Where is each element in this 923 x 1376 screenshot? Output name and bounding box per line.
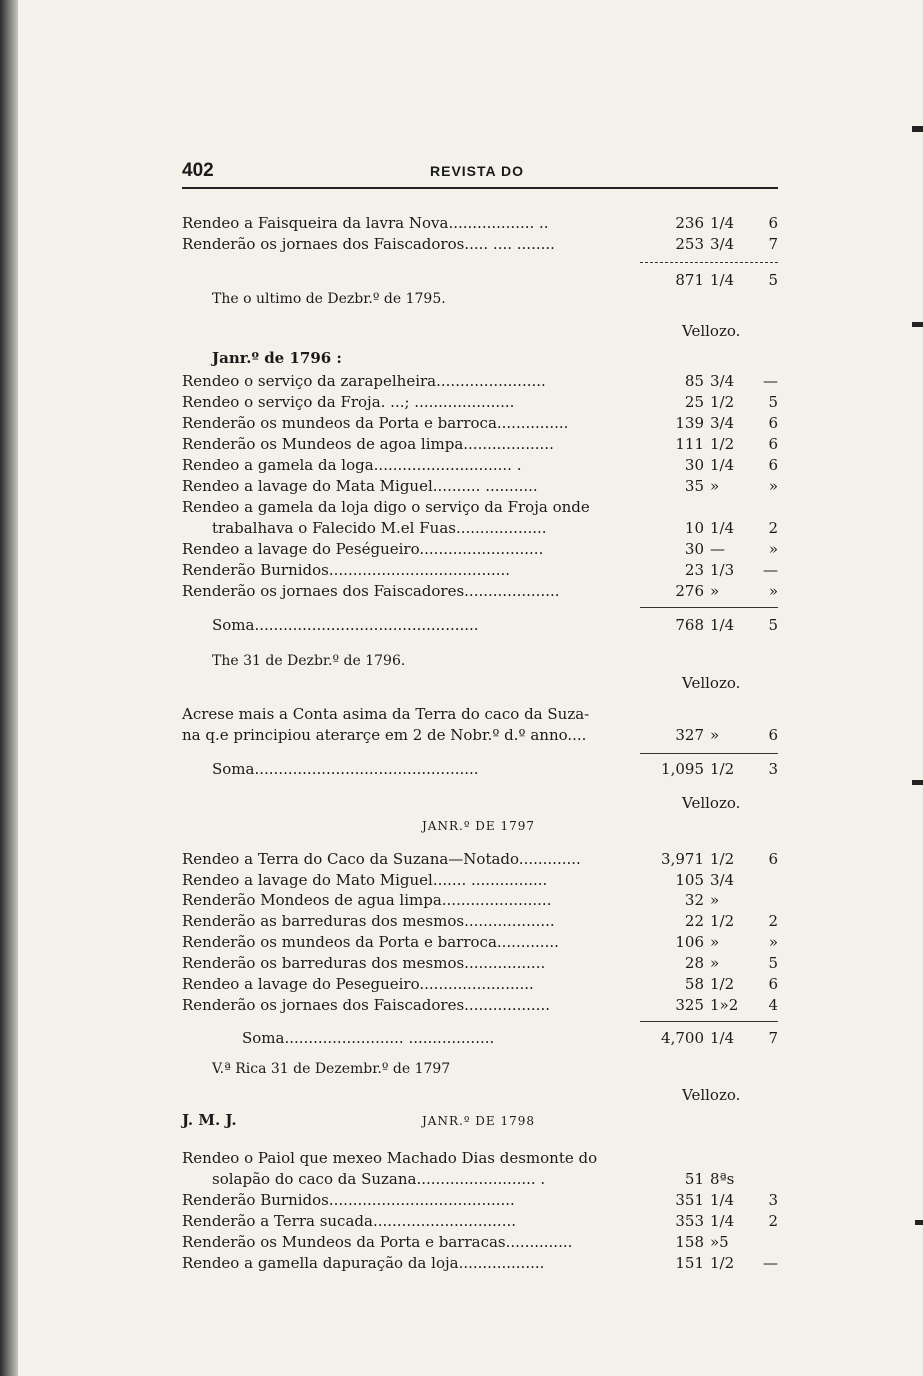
row-value-fraction: 3/4 [710, 871, 735, 889]
table-row [182, 1253, 778, 1274]
row-value-fraction: » [710, 933, 720, 951]
sum-row [182, 1028, 778, 1049]
row-value-minor: 7 [768, 235, 778, 253]
row-value-fraction: — [710, 540, 725, 558]
table-row [182, 974, 778, 995]
row-label: Rendeo a gamela da loja digo o serviço da Froja onde [182, 498, 590, 516]
row-label: Renderão os Mundeos de agoa limpa................... [182, 435, 554, 453]
sum-value-main: 4,700 [661, 1029, 704, 1047]
row-value-fraction: 1»2 [710, 996, 739, 1014]
row-value-fraction: 1/4 [710, 519, 735, 537]
row-value-fraction: 1/2 [710, 1254, 735, 1272]
row-value-minor: 2 [768, 1212, 778, 1230]
row-value-minor: » [768, 540, 778, 558]
table-row [182, 1211, 778, 1232]
row-label: Rendeo a gamela da loga............................. . [182, 456, 522, 474]
row-value-minor: 2 [768, 912, 778, 930]
row-value-fraction: 3/4 [710, 235, 735, 253]
row-label: Renderão os jornaes dos Faiscadores.................. [182, 996, 550, 1014]
row-value-minor: 4 [768, 996, 778, 1014]
row-label: Renderão os barreduras dos mesmos................. [182, 954, 546, 972]
row-value-fraction: » [710, 582, 720, 600]
row-value-fraction: » [710, 954, 720, 972]
row-value-main: 353 [675, 1212, 704, 1230]
row-value-minor: » [768, 477, 778, 495]
row-label: Rendeo a Faisqueira da lavra Nova.................. .. [182, 214, 549, 232]
table-row [182, 849, 778, 870]
total-row [182, 270, 778, 291]
table-row [182, 234, 778, 255]
row-label: Renderão os Mundeos da Porta e barracas.............. [182, 1233, 573, 1251]
row-value-fraction: 1/2 [710, 975, 735, 993]
sum-rule [640, 607, 778, 608]
row-value-main: 105 [675, 871, 704, 889]
row-value-main: 158 [675, 1233, 704, 1251]
page-header [182, 160, 778, 184]
total-value-main: 871 [675, 271, 704, 289]
row-value-main: 327 [675, 726, 704, 744]
sum-value-main: 1,095 [661, 760, 704, 778]
page-number: 402 [182, 160, 214, 181]
header-rule [182, 187, 778, 189]
table-row [182, 911, 778, 932]
row-value-main: 253 [675, 235, 704, 253]
row-label: Renderão os mundeos da Porta e barroca............... [182, 414, 569, 432]
row-value-minor: — [763, 372, 778, 390]
scan-mark [912, 780, 923, 785]
signature: Vellozo. [682, 1086, 741, 1104]
row-value-minor: 5 [768, 954, 778, 972]
section-heading: JANR.º DE 1797 [422, 819, 536, 833]
signature: Vellozo. [682, 794, 741, 812]
table-row [182, 455, 778, 476]
row-value-main: 58 [684, 975, 704, 993]
row-label: Rendeo a lavage do Mata Miguel.......... ........... [182, 477, 538, 495]
row-value-minor: 5 [768, 393, 778, 411]
sum-value-fraction: 1/2 [710, 760, 735, 778]
row-value-fraction: 1/4 [710, 456, 735, 474]
row-value-main: 22 [684, 912, 704, 930]
row-value-fraction: 1/2 [710, 850, 735, 868]
row-value-minor: 6 [768, 414, 778, 432]
row-value-main: 28 [684, 954, 704, 972]
row-value-minor: — [763, 1254, 778, 1272]
table-row [182, 539, 778, 560]
row-value-fraction: 3/4 [710, 372, 735, 390]
row-value-main: 30 [684, 456, 704, 474]
row-value-fraction: 1/3 [710, 561, 735, 579]
row-value-minor: 6 [768, 726, 778, 744]
sum-rule [640, 1021, 778, 1022]
row-value-fraction: 1/2 [710, 435, 735, 453]
row-value-main: 35 [684, 477, 704, 495]
scan-mark [915, 1220, 923, 1225]
row-value-minor: 2 [768, 519, 778, 537]
row-value-minor: 6 [768, 456, 778, 474]
row-label: Rendeo a gamella dapuração da loja.................. [182, 1254, 545, 1272]
row-label: Rendeo o serviço da Froja. ...; ..................... [182, 393, 515, 411]
date-line: The o ultimo de Dezbr.º de 1795. [212, 291, 446, 307]
row-value-minor: 6 [768, 214, 778, 232]
table-row [182, 413, 778, 434]
row-value-main: 25 [684, 393, 704, 411]
table-row [182, 995, 778, 1016]
section-heading: JANR.º DE 1798 [422, 1114, 536, 1128]
row-value-fraction: 1/4 [710, 1212, 735, 1230]
row-value-minor: 6 [768, 850, 778, 868]
table-row [182, 392, 778, 413]
sum-value-main: 768 [675, 616, 704, 634]
row-value-minor: 6 [768, 435, 778, 453]
row-label: Renderão os jornaes dos Faiscadores.................... [182, 582, 560, 600]
row-label: Rendeo a lavage do Pesegueiro........................ [182, 975, 534, 993]
table-row [182, 213, 778, 234]
row-value-main: 10 [684, 519, 704, 537]
signature: Vellozo. [682, 674, 741, 692]
row-label: Renderão Burnidos....................................... [182, 1191, 515, 1209]
table-row [182, 581, 778, 602]
row-label: Renderão a Terra sucada.............................. [182, 1212, 516, 1230]
row-label: Rendeo a lavage do Peségueiro.......................... [182, 540, 544, 558]
table-row [182, 1148, 778, 1169]
row-label: Renderão os jornaes dos Faiscadoros..... .... ........ [182, 235, 555, 253]
total-value-minor: 5 [768, 271, 778, 289]
sum-value-minor: 3 [768, 760, 778, 778]
total-value-fraction: 1/4 [710, 271, 735, 289]
table-row [182, 953, 778, 974]
sum-value-fraction: 1/4 [710, 1029, 735, 1047]
sum-label: Soma............................................... [212, 760, 479, 778]
row-label: na q.e principiou aterarçe em 2 de Nobr.º d.º anno.... [182, 726, 587, 744]
row-value-main: 236 [675, 214, 704, 232]
row-value-minor: » [768, 582, 778, 600]
row-value-main: 23 [684, 561, 704, 579]
row-label: Renderão as barreduras dos mesmos................... [182, 912, 555, 930]
row-value-fraction: » [710, 726, 720, 744]
table-row [182, 725, 778, 746]
sum-label: Soma............................................... [212, 616, 479, 634]
scan-mark [912, 126, 923, 132]
table-row [182, 434, 778, 455]
paragraph-line: Acrese mais a Conta asima da Terra do caco da Suza- [182, 705, 590, 723]
section-heading: Janr.º de 1796 : [212, 349, 342, 367]
table-row [182, 518, 778, 539]
row-value-minor: — [763, 561, 778, 579]
total-rule [640, 262, 778, 263]
row-label: Rendeo a lavage do Mato Miguel....... ................ [182, 871, 548, 889]
row-label: Rendeo o Paiol que mexeo Machado Dias desmonte do [182, 1149, 598, 1167]
row-value-fraction: 8ªs [710, 1170, 735, 1188]
scan-mark [912, 322, 923, 327]
row-label: Rendeo a Terra do Caco da Suzana—Notado............. [182, 850, 581, 868]
table-row [182, 890, 778, 911]
sum-rule [640, 753, 778, 754]
table-row [182, 1169, 778, 1190]
row-value-fraction: 1/2 [710, 912, 735, 930]
row-label: Rendeo o serviço da zarapelheira....................... [182, 372, 546, 390]
row-value-main: 51 [684, 1170, 704, 1188]
row-value-main: 106 [675, 933, 704, 951]
table-row [182, 371, 778, 392]
initials: J. M. J. [182, 1111, 237, 1129]
row-value-main: 111 [675, 435, 704, 453]
row-value-main: 351 [675, 1191, 704, 1209]
row-value-main: 30 [684, 540, 704, 558]
table-row [182, 1232, 778, 1253]
row-value-fraction: 3/4 [710, 414, 735, 432]
table-row [182, 870, 778, 891]
row-value-fraction: » [710, 477, 720, 495]
signature: Vellozo. [682, 322, 741, 340]
sum-value-minor: 7 [768, 1029, 778, 1047]
row-label: Renderão Burnidos...................................... [182, 561, 511, 579]
sum-row [182, 615, 778, 636]
table-row [182, 476, 778, 497]
row-value-main: 3,971 [661, 850, 704, 868]
sum-value-fraction: 1/4 [710, 616, 735, 634]
row-label: solapão do caco da Suzana......................... . [212, 1170, 546, 1188]
table-row [182, 932, 778, 953]
row-value-minor: 3 [768, 1191, 778, 1209]
row-value-main: 276 [675, 582, 704, 600]
row-label: Renderão os mundeos da Porta e barroca............. [182, 933, 559, 951]
row-value-fraction: »5 [710, 1233, 729, 1251]
row-value-main: 325 [675, 996, 704, 1014]
running-title: REVISTA DO [430, 163, 525, 179]
row-value-minor: » [768, 933, 778, 951]
row-value-main: 85 [684, 372, 704, 390]
row-value-fraction: 1/4 [710, 214, 735, 232]
row-value-fraction: 1/2 [710, 393, 735, 411]
row-value-main: 151 [675, 1254, 704, 1272]
row-value-fraction: 1/4 [710, 1191, 735, 1209]
row-value-fraction: » [710, 891, 720, 909]
table-row [182, 1190, 778, 1211]
table-row [182, 560, 778, 581]
sum-row [182, 759, 778, 780]
row-value-main: 139 [675, 414, 704, 432]
table-row [182, 497, 778, 518]
sum-label: Soma......................... .................. [242, 1029, 495, 1047]
row-value-minor: 6 [768, 975, 778, 993]
date-line: The 31 de Dezbr.º de 1796. [212, 653, 406, 669]
row-label: trabalhava o Falecido M.el Fuas................... [212, 519, 547, 537]
row-value-main: 32 [684, 891, 704, 909]
sum-value-minor: 5 [768, 616, 778, 634]
row-label: Renderão Mondeos de agua limpa....................... [182, 891, 552, 909]
date-line: V.ª Rica 31 de Dezembr.º de 1797 [212, 1061, 451, 1077]
